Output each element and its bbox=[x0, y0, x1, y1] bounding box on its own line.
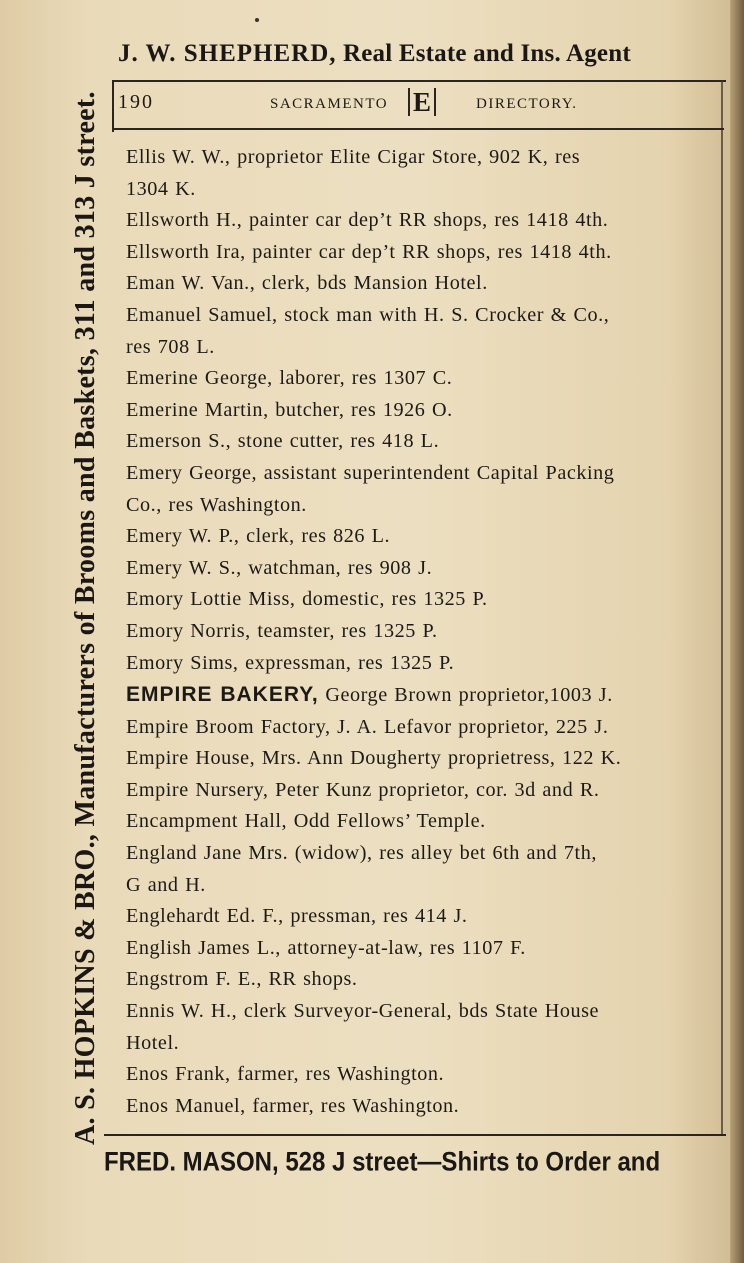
frame-rule-top bbox=[112, 80, 726, 82]
entry-line: Enos Frank, farmer, res Washington. bbox=[126, 1063, 445, 1086]
directory-entry bbox=[126, 426, 718, 458]
header-city: SACRAMENTO bbox=[270, 96, 389, 112]
directory-entry bbox=[126, 648, 718, 680]
directory-entry bbox=[126, 237, 718, 269]
entry-line: Emory Sims, expressman, res 1325 P. bbox=[126, 651, 455, 674]
directory-entries bbox=[126, 142, 718, 1122]
entry-continuation: G and H. bbox=[126, 873, 206, 896]
advertiser-business: Real Estate and Ins. Agent bbox=[342, 40, 631, 67]
directory-entry bbox=[126, 712, 718, 744]
directory-entry bbox=[126, 584, 718, 616]
directory-entry bbox=[126, 1059, 718, 1091]
entry-line: Eman W. Van., clerk, bds Mansion Hotel. bbox=[126, 272, 488, 295]
directory-entry bbox=[126, 1091, 718, 1123]
entry-line: Empire Broom Factory, J. A. Lefavor proprietor, 225 J. bbox=[126, 715, 609, 738]
entry-line: Ellsworth H., painter car dep’t RR shops, res 1418 4th. bbox=[126, 209, 609, 232]
top-advertisement bbox=[118, 40, 728, 74]
running-header bbox=[118, 88, 718, 124]
directory-entry bbox=[126, 964, 718, 996]
entry-line: Ellsworth Ira, painter car dep’t RR shops, res 1418 4th. bbox=[126, 240, 612, 263]
directory-entry bbox=[126, 553, 718, 585]
directory-entry bbox=[126, 806, 718, 838]
section-letter: E bbox=[408, 88, 436, 116]
directory-entry bbox=[126, 458, 718, 521]
entry-line: Encampment Hall, Odd Fellows’ Temple. bbox=[126, 810, 486, 833]
entry-line: England Jane Mrs. (widow), res alley bet 6th and 7th, bbox=[126, 842, 597, 865]
directory-entry bbox=[126, 743, 718, 775]
entry-line: Emery W. P., clerk, res 826 L. bbox=[126, 525, 391, 548]
header-rule bbox=[112, 128, 724, 130]
entry-line: Emory Norris, teamster, res 1325 P. bbox=[126, 619, 438, 642]
advertiser-name: J. W. SHEPHERD, bbox=[118, 40, 337, 67]
directory-entry bbox=[126, 679, 718, 712]
directory-entry bbox=[126, 395, 718, 427]
frame-rule-right bbox=[721, 80, 723, 1136]
frame-rule-left bbox=[112, 80, 114, 132]
page-edge-shadow bbox=[730, 0, 744, 1263]
side-advertisement: A. S. HOPKINS & BRO., Manufacturers of Brooms and Baskets, 311 and 313 J street. bbox=[70, 91, 101, 1145]
directory-entry bbox=[126, 300, 718, 363]
directory-entry bbox=[126, 996, 718, 1059]
entry-line: Emerine George, laborer, res 1307 C. bbox=[126, 367, 453, 390]
ink-speck bbox=[255, 18, 259, 22]
entry-line: Empire Nursery, Peter Kunz proprietor, cor. 3d and R. bbox=[126, 778, 600, 801]
directory-entry bbox=[126, 838, 718, 901]
entry-line: Emanuel Samuel, stock man with H. S. Crocker & Co., bbox=[126, 303, 610, 326]
entry-line: Enos Manuel, farmer, res Washington. bbox=[126, 1094, 460, 1117]
directory-entry bbox=[126, 521, 718, 553]
entry-line: Ennis W. H., clerk Surveyor-General, bds State House bbox=[126, 1000, 600, 1023]
directory-entry bbox=[126, 268, 718, 300]
entry-line: Emery W. S., watchman, res 908 J. bbox=[126, 556, 433, 579]
entry-line: Emerson S., stone cutter, res 418 L. bbox=[126, 430, 440, 453]
entry-line: Engstrom F. E., RR shops. bbox=[126, 968, 358, 991]
entry-continuation: Co., res Washington. bbox=[126, 493, 307, 516]
directory-entry bbox=[126, 901, 718, 933]
directory-entry bbox=[126, 775, 718, 807]
entry-line: Englehardt Ed. F., pressman, res 414 J. bbox=[126, 905, 468, 928]
directory-entry bbox=[126, 363, 718, 395]
directory-entry bbox=[126, 142, 718, 205]
bottom-advertisement: FRED. MASON, 528 J street—Shirts to Order and bbox=[104, 1147, 661, 1178]
directory-entry bbox=[126, 616, 718, 648]
entry-line: Emory Lottie Miss, domestic, res 1325 P. bbox=[126, 588, 488, 611]
entry-continuation: res 708 L. bbox=[126, 335, 215, 358]
entry-line: George Brown proprietor,1003 J. bbox=[318, 684, 613, 707]
entry-continuation: Hotel. bbox=[126, 1031, 180, 1054]
entry-continuation: 1304 K. bbox=[126, 177, 196, 200]
directory-entry bbox=[126, 205, 718, 237]
page-number: 190 bbox=[118, 91, 154, 113]
entry-line: Emerine Martin, butcher, res 1926 O. bbox=[126, 398, 453, 421]
entry-line: Empire House, Mrs. Ann Dougherty proprietress, 122 K. bbox=[126, 747, 622, 770]
entry-line: Emery George, assistant superintendent Capital Packing bbox=[126, 461, 615, 484]
directory-entry bbox=[126, 933, 718, 965]
entry-line: English James L., attorney-at-law, res 1107 F. bbox=[126, 936, 526, 959]
entry-bold-name: EMPIRE BAKERY, bbox=[126, 683, 319, 707]
entry-line: Ellis W. W., proprietor Elite Cigar Store, 902 K, res bbox=[126, 146, 581, 168]
header-directory: DIRECTORY. bbox=[476, 96, 578, 112]
frame-rule-bottom bbox=[104, 1134, 726, 1136]
